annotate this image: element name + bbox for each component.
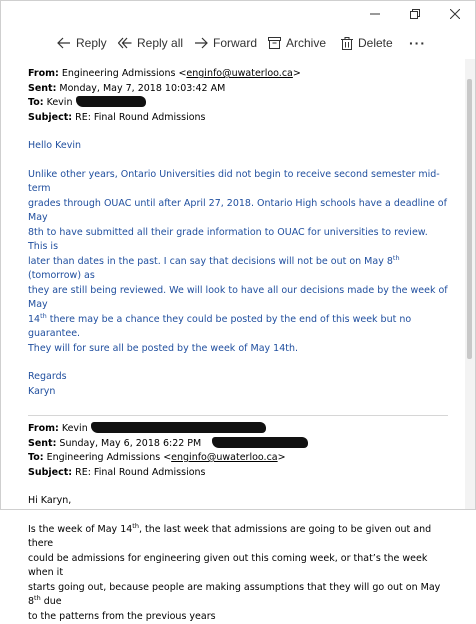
reply-all-label: Reply all	[137, 36, 183, 50]
forward-label: Forward	[213, 36, 257, 50]
message2-subject: Subject: RE: Final Round Admissions	[28, 466, 448, 481]
window-controls	[355, 1, 475, 27]
message-toolbar	[1, 31, 475, 55]
trash-icon	[341, 37, 353, 50]
message-body	[28, 67, 448, 624]
scrollbar-thumb[interactable]	[467, 79, 472, 359]
message1-regards: Regards	[28, 370, 448, 385]
message1-greeting: Hello Kevin	[28, 139, 448, 154]
more-icon: ···	[409, 35, 426, 51]
arrow-right-icon	[194, 37, 208, 49]
reply-button[interactable]	[57, 31, 107, 55]
message2-paragraph: Is the week of May 14th, the last week that admissions are going to be given out and there could be admissions for engineering given out this coming week, or that’s the week when it starts going out, because people are making assumptions that they will go out on May 8th due to the patterns from the previous years	[28, 523, 448, 624]
sender-email-link[interactable]: enginfo@uwaterloo.ca	[186, 68, 292, 79]
restore-icon	[410, 9, 420, 19]
message2-to: To: Engineering Admissions <enginfo@uwaterloo.ca>	[28, 451, 448, 466]
redaction-mark	[76, 96, 146, 107]
archive-label: Archive	[286, 36, 326, 50]
forward-button[interactable]	[194, 31, 257, 55]
reply-all-icon	[118, 37, 132, 49]
delete-label: Delete	[358, 36, 393, 50]
archive-button[interactable]	[268, 31, 326, 55]
more-options-button[interactable]	[409, 31, 426, 55]
redaction-mark	[91, 422, 266, 433]
close-button[interactable]	[435, 1, 475, 27]
minimize-button[interactable]	[355, 1, 395, 27]
delete-button[interactable]	[341, 31, 393, 55]
message2-from: From: Kevin	[28, 422, 448, 437]
archive-icon	[268, 37, 281, 49]
recipient-email-link[interactable]: enginfo@uwaterloo.ca	[171, 452, 277, 463]
vertical-scrollbar[interactable]	[465, 59, 475, 509]
maximize-button[interactable]	[395, 1, 435, 27]
message1-signature: Karyn	[28, 385, 448, 400]
message2-greeting: Hi Karyn,	[28, 494, 448, 509]
redaction-mark	[212, 437, 308, 448]
reply-label: Reply	[76, 36, 107, 50]
message2-sent: Sent: Sunday, May 6, 2018 6:22 PM	[28, 437, 448, 452]
message1-from: From: Engineering Admissions <enginfo@uwaterloo.ca>	[28, 67, 448, 82]
message1-subject: Subject: RE: Final Round Admissions	[28, 111, 448, 126]
close-icon	[450, 9, 460, 19]
message1-paragraph: Unlike other years, Ontario Universities did not begin to receive second semester mid-term grades through OUAC until after April 27, 2018. Ontario High schools have a deadline of May 8th to have submitted all their grade information to OUAC for universities to review. This is later than dates in the past. I can say that decisions will not be out on May 8th (tomorrow) as they are still being reviewed. We will look to have all our decisions made by the week of May 14th there may be a chance they could be posted by the end of this week but no guarantee. They will for sure all be posted by the week of May 14th.	[28, 168, 448, 357]
arrow-left-icon	[57, 37, 71, 49]
reply-all-button[interactable]	[118, 31, 183, 55]
message1-sent: Sent: Monday, May 7, 2018 10:03:42 AM	[28, 82, 448, 97]
message1-to: To: Kevin	[28, 96, 448, 111]
minimize-icon	[370, 9, 380, 19]
